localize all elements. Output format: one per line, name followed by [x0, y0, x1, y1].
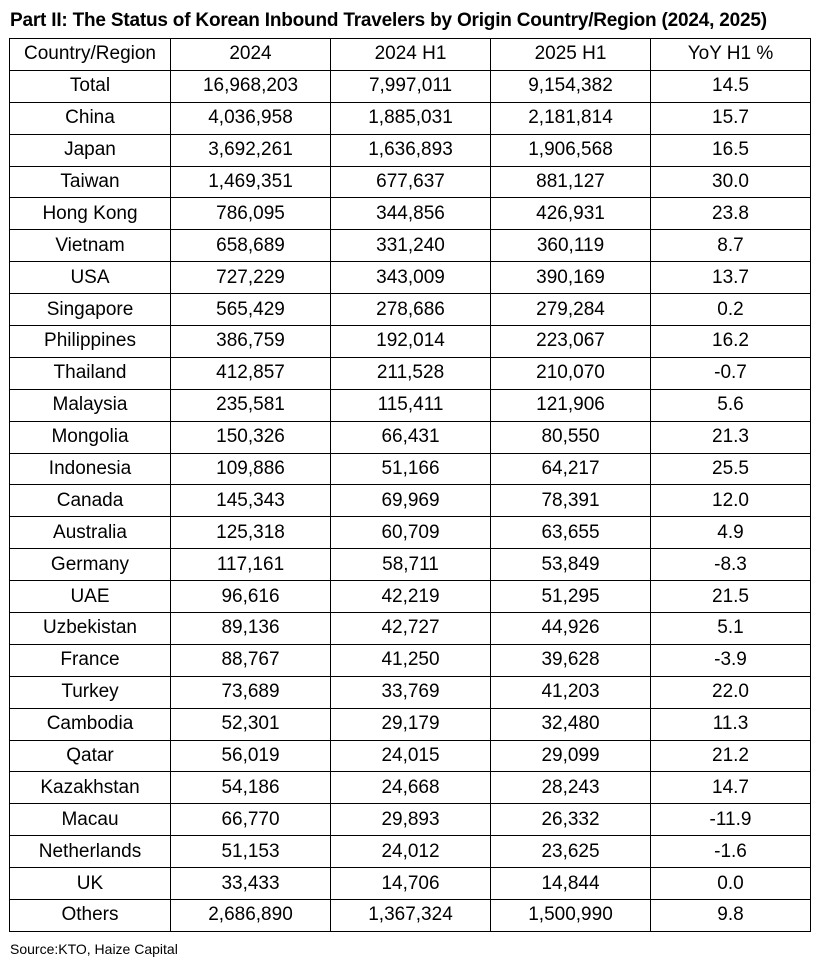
table-row [10, 134, 811, 166]
table-row [10, 453, 811, 485]
cell-country: France [10, 644, 171, 676]
cell-yoy: 11.3 [651, 708, 811, 740]
cell-country: Singapore [10, 294, 171, 326]
cell-yoy: 21.5 [651, 581, 811, 613]
cell-2025-h1: 78,391 [491, 485, 651, 517]
cell-2025-h1: 9,154,382 [491, 70, 651, 102]
table-row [10, 389, 811, 421]
table-row [10, 868, 811, 900]
cell-2024: 786,095 [171, 198, 331, 230]
cell-country: Indonesia [10, 453, 171, 485]
cell-2024-h1: 115,411 [331, 389, 491, 421]
cell-country: Germany [10, 549, 171, 581]
cell-2025-h1: 2,181,814 [491, 102, 651, 134]
cell-2024: 125,318 [171, 517, 331, 549]
cell-2024: 117,161 [171, 549, 331, 581]
cell-2025-h1: 279,284 [491, 294, 651, 326]
cell-2024: 145,343 [171, 485, 331, 517]
table-row [10, 613, 811, 645]
cell-2024: 4,036,958 [171, 102, 331, 134]
cell-2024: 658,689 [171, 230, 331, 262]
table-row [10, 740, 811, 772]
cell-yoy: -0.7 [651, 357, 811, 389]
cell-2024-h1: 24,015 [331, 740, 491, 772]
cell-country: UAE [10, 581, 171, 613]
cell-2025-h1: 80,550 [491, 421, 651, 453]
cell-2024-h1: 331,240 [331, 230, 491, 262]
cell-country: Thailand [10, 357, 171, 389]
cell-yoy: 5.6 [651, 389, 811, 421]
cell-2024-h1: 69,969 [331, 485, 491, 517]
cell-2024-h1: 29,893 [331, 804, 491, 836]
table-row [10, 517, 811, 549]
cell-2024-h1: 42,727 [331, 613, 491, 645]
cell-2024-h1: 24,012 [331, 836, 491, 868]
cell-2024-h1: 343,009 [331, 262, 491, 294]
cell-yoy: 0.2 [651, 294, 811, 326]
cell-yoy: 14.5 [651, 70, 811, 102]
cell-2024: 150,326 [171, 421, 331, 453]
table-row [10, 70, 811, 102]
table-row [10, 772, 811, 804]
cell-2024-h1: 41,250 [331, 644, 491, 676]
cell-yoy: 4.9 [651, 517, 811, 549]
table-row [10, 708, 811, 740]
cell-2024: 73,689 [171, 676, 331, 708]
cell-country: China [10, 102, 171, 134]
cell-yoy: 23.8 [651, 198, 811, 230]
cell-2024-h1: 24,668 [331, 772, 491, 804]
cell-yoy: 22.0 [651, 676, 811, 708]
table-row [10, 644, 811, 676]
cell-2024-h1: 211,528 [331, 357, 491, 389]
cell-2025-h1: 426,931 [491, 198, 651, 230]
cell-2024: 54,186 [171, 772, 331, 804]
cell-country: Turkey [10, 676, 171, 708]
cell-2025-h1: 23,625 [491, 836, 651, 868]
cell-country: Canada [10, 485, 171, 517]
cell-2024: 2,686,890 [171, 900, 331, 932]
table-body [10, 70, 811, 931]
table-row [10, 357, 811, 389]
cell-2024: 412,857 [171, 357, 331, 389]
cell-yoy: 8.7 [651, 230, 811, 262]
cell-country: Cambodia [10, 708, 171, 740]
cell-2024-h1: 344,856 [331, 198, 491, 230]
cell-2024-h1: 278,686 [331, 294, 491, 326]
cell-yoy: -11.9 [651, 804, 811, 836]
cell-2024: 96,616 [171, 581, 331, 613]
cell-country: Australia [10, 517, 171, 549]
cell-2024: 386,759 [171, 326, 331, 358]
table-row [10, 294, 811, 326]
cell-2024-h1: 66,431 [331, 421, 491, 453]
cell-2025-h1: 360,119 [491, 230, 651, 262]
cell-2024-h1: 1,885,031 [331, 102, 491, 134]
cell-2024-h1: 1,636,893 [331, 134, 491, 166]
cell-2025-h1: 29,099 [491, 740, 651, 772]
cell-2024: 727,229 [171, 262, 331, 294]
cell-2025-h1: 51,295 [491, 581, 651, 613]
table-row [10, 166, 811, 198]
cell-yoy: -8.3 [651, 549, 811, 581]
table-row [10, 262, 811, 294]
cell-yoy: 9.8 [651, 900, 811, 932]
cell-2024: 52,301 [171, 708, 331, 740]
cell-yoy: 14.7 [651, 772, 811, 804]
cell-2024: 56,019 [171, 740, 331, 772]
header-yoy: YoY H1 % [651, 39, 811, 71]
cell-yoy: 21.2 [651, 740, 811, 772]
cell-2024-h1: 42,219 [331, 581, 491, 613]
cell-country: Vietnam [10, 230, 171, 262]
table-row [10, 485, 811, 517]
header-2024: 2024 [171, 39, 331, 71]
table-row [10, 326, 811, 358]
cell-2024-h1: 14,706 [331, 868, 491, 900]
travelers-table [9, 38, 811, 932]
cell-2024: 1,469,351 [171, 166, 331, 198]
table-row [10, 581, 811, 613]
cell-2024-h1: 7,997,011 [331, 70, 491, 102]
cell-yoy: 0.0 [651, 868, 811, 900]
cell-2024: 89,136 [171, 613, 331, 645]
cell-2025-h1: 121,906 [491, 389, 651, 421]
cell-2025-h1: 14,844 [491, 868, 651, 900]
cell-2025-h1: 41,203 [491, 676, 651, 708]
table-row [10, 900, 811, 932]
cell-country: Taiwan [10, 166, 171, 198]
cell-country: Macau [10, 804, 171, 836]
cell-2025-h1: 64,217 [491, 453, 651, 485]
cell-2024-h1: 1,367,324 [331, 900, 491, 932]
cell-2025-h1: 32,480 [491, 708, 651, 740]
cell-2025-h1: 53,849 [491, 549, 651, 581]
page-title: Part II: The Status of Korean Inbound Travelers by Origin Country/Region (2024, 2025) [10, 10, 767, 31]
cell-2025-h1: 1,906,568 [491, 134, 651, 166]
cell-2025-h1: 1,500,990 [491, 900, 651, 932]
cell-2024-h1: 192,014 [331, 326, 491, 358]
table-row [10, 230, 811, 262]
cell-2024: 51,153 [171, 836, 331, 868]
cell-2025-h1: 44,926 [491, 613, 651, 645]
cell-2024-h1: 58,711 [331, 549, 491, 581]
cell-yoy: 21.3 [651, 421, 811, 453]
table-row [10, 198, 811, 230]
cell-2024: 235,581 [171, 389, 331, 421]
cell-2024-h1: 33,769 [331, 676, 491, 708]
cell-2025-h1: 26,332 [491, 804, 651, 836]
cell-yoy: 16.5 [651, 134, 811, 166]
cell-yoy: 30.0 [651, 166, 811, 198]
cell-country: Malaysia [10, 389, 171, 421]
cell-yoy: 12.0 [651, 485, 811, 517]
cell-yoy: 15.7 [651, 102, 811, 134]
cell-2024: 109,886 [171, 453, 331, 485]
cell-country: Kazakhstan [10, 772, 171, 804]
cell-2024: 3,692,261 [171, 134, 331, 166]
table-row [10, 676, 811, 708]
header-2024-h1: 2024 H1 [331, 39, 491, 71]
cell-yoy: 5.1 [651, 613, 811, 645]
cell-2025-h1: 39,628 [491, 644, 651, 676]
cell-yoy: 16.2 [651, 326, 811, 358]
header-2025-h1: 2025 H1 [491, 39, 651, 71]
cell-2025-h1: 223,067 [491, 326, 651, 358]
cell-2024-h1: 60,709 [331, 517, 491, 549]
table-header-row [10, 39, 811, 71]
cell-country: Philippines [10, 326, 171, 358]
table-row [10, 836, 811, 868]
source-note: Source:KTO, Haize Capital [10, 941, 178, 957]
cell-country: Uzbekistan [10, 613, 171, 645]
cell-country: Total [10, 70, 171, 102]
cell-yoy: 25.5 [651, 453, 811, 485]
cell-country: Qatar [10, 740, 171, 772]
cell-country: Japan [10, 134, 171, 166]
cell-country: Others [10, 900, 171, 932]
cell-country: UK [10, 868, 171, 900]
cell-country: Netherlands [10, 836, 171, 868]
cell-2024: 66,770 [171, 804, 331, 836]
cell-country: USA [10, 262, 171, 294]
cell-yoy: 13.7 [651, 262, 811, 294]
cell-yoy: -1.6 [651, 836, 811, 868]
cell-2024: 88,767 [171, 644, 331, 676]
table-row [10, 421, 811, 453]
cell-2025-h1: 210,070 [491, 357, 651, 389]
header-country: Country/Region [10, 39, 171, 71]
cell-2024-h1: 677,637 [331, 166, 491, 198]
cell-yoy: -3.9 [651, 644, 811, 676]
cell-2024: 565,429 [171, 294, 331, 326]
cell-2025-h1: 28,243 [491, 772, 651, 804]
cell-2025-h1: 390,169 [491, 262, 651, 294]
table-row [10, 549, 811, 581]
cell-2025-h1: 881,127 [491, 166, 651, 198]
cell-2024: 33,433 [171, 868, 331, 900]
cell-country: Mongolia [10, 421, 171, 453]
cell-2024-h1: 51,166 [331, 453, 491, 485]
cell-country: Hong Kong [10, 198, 171, 230]
table-row [10, 102, 811, 134]
cell-2024-h1: 29,179 [331, 708, 491, 740]
cell-2025-h1: 63,655 [491, 517, 651, 549]
cell-2024: 16,968,203 [171, 70, 331, 102]
table-row [10, 804, 811, 836]
